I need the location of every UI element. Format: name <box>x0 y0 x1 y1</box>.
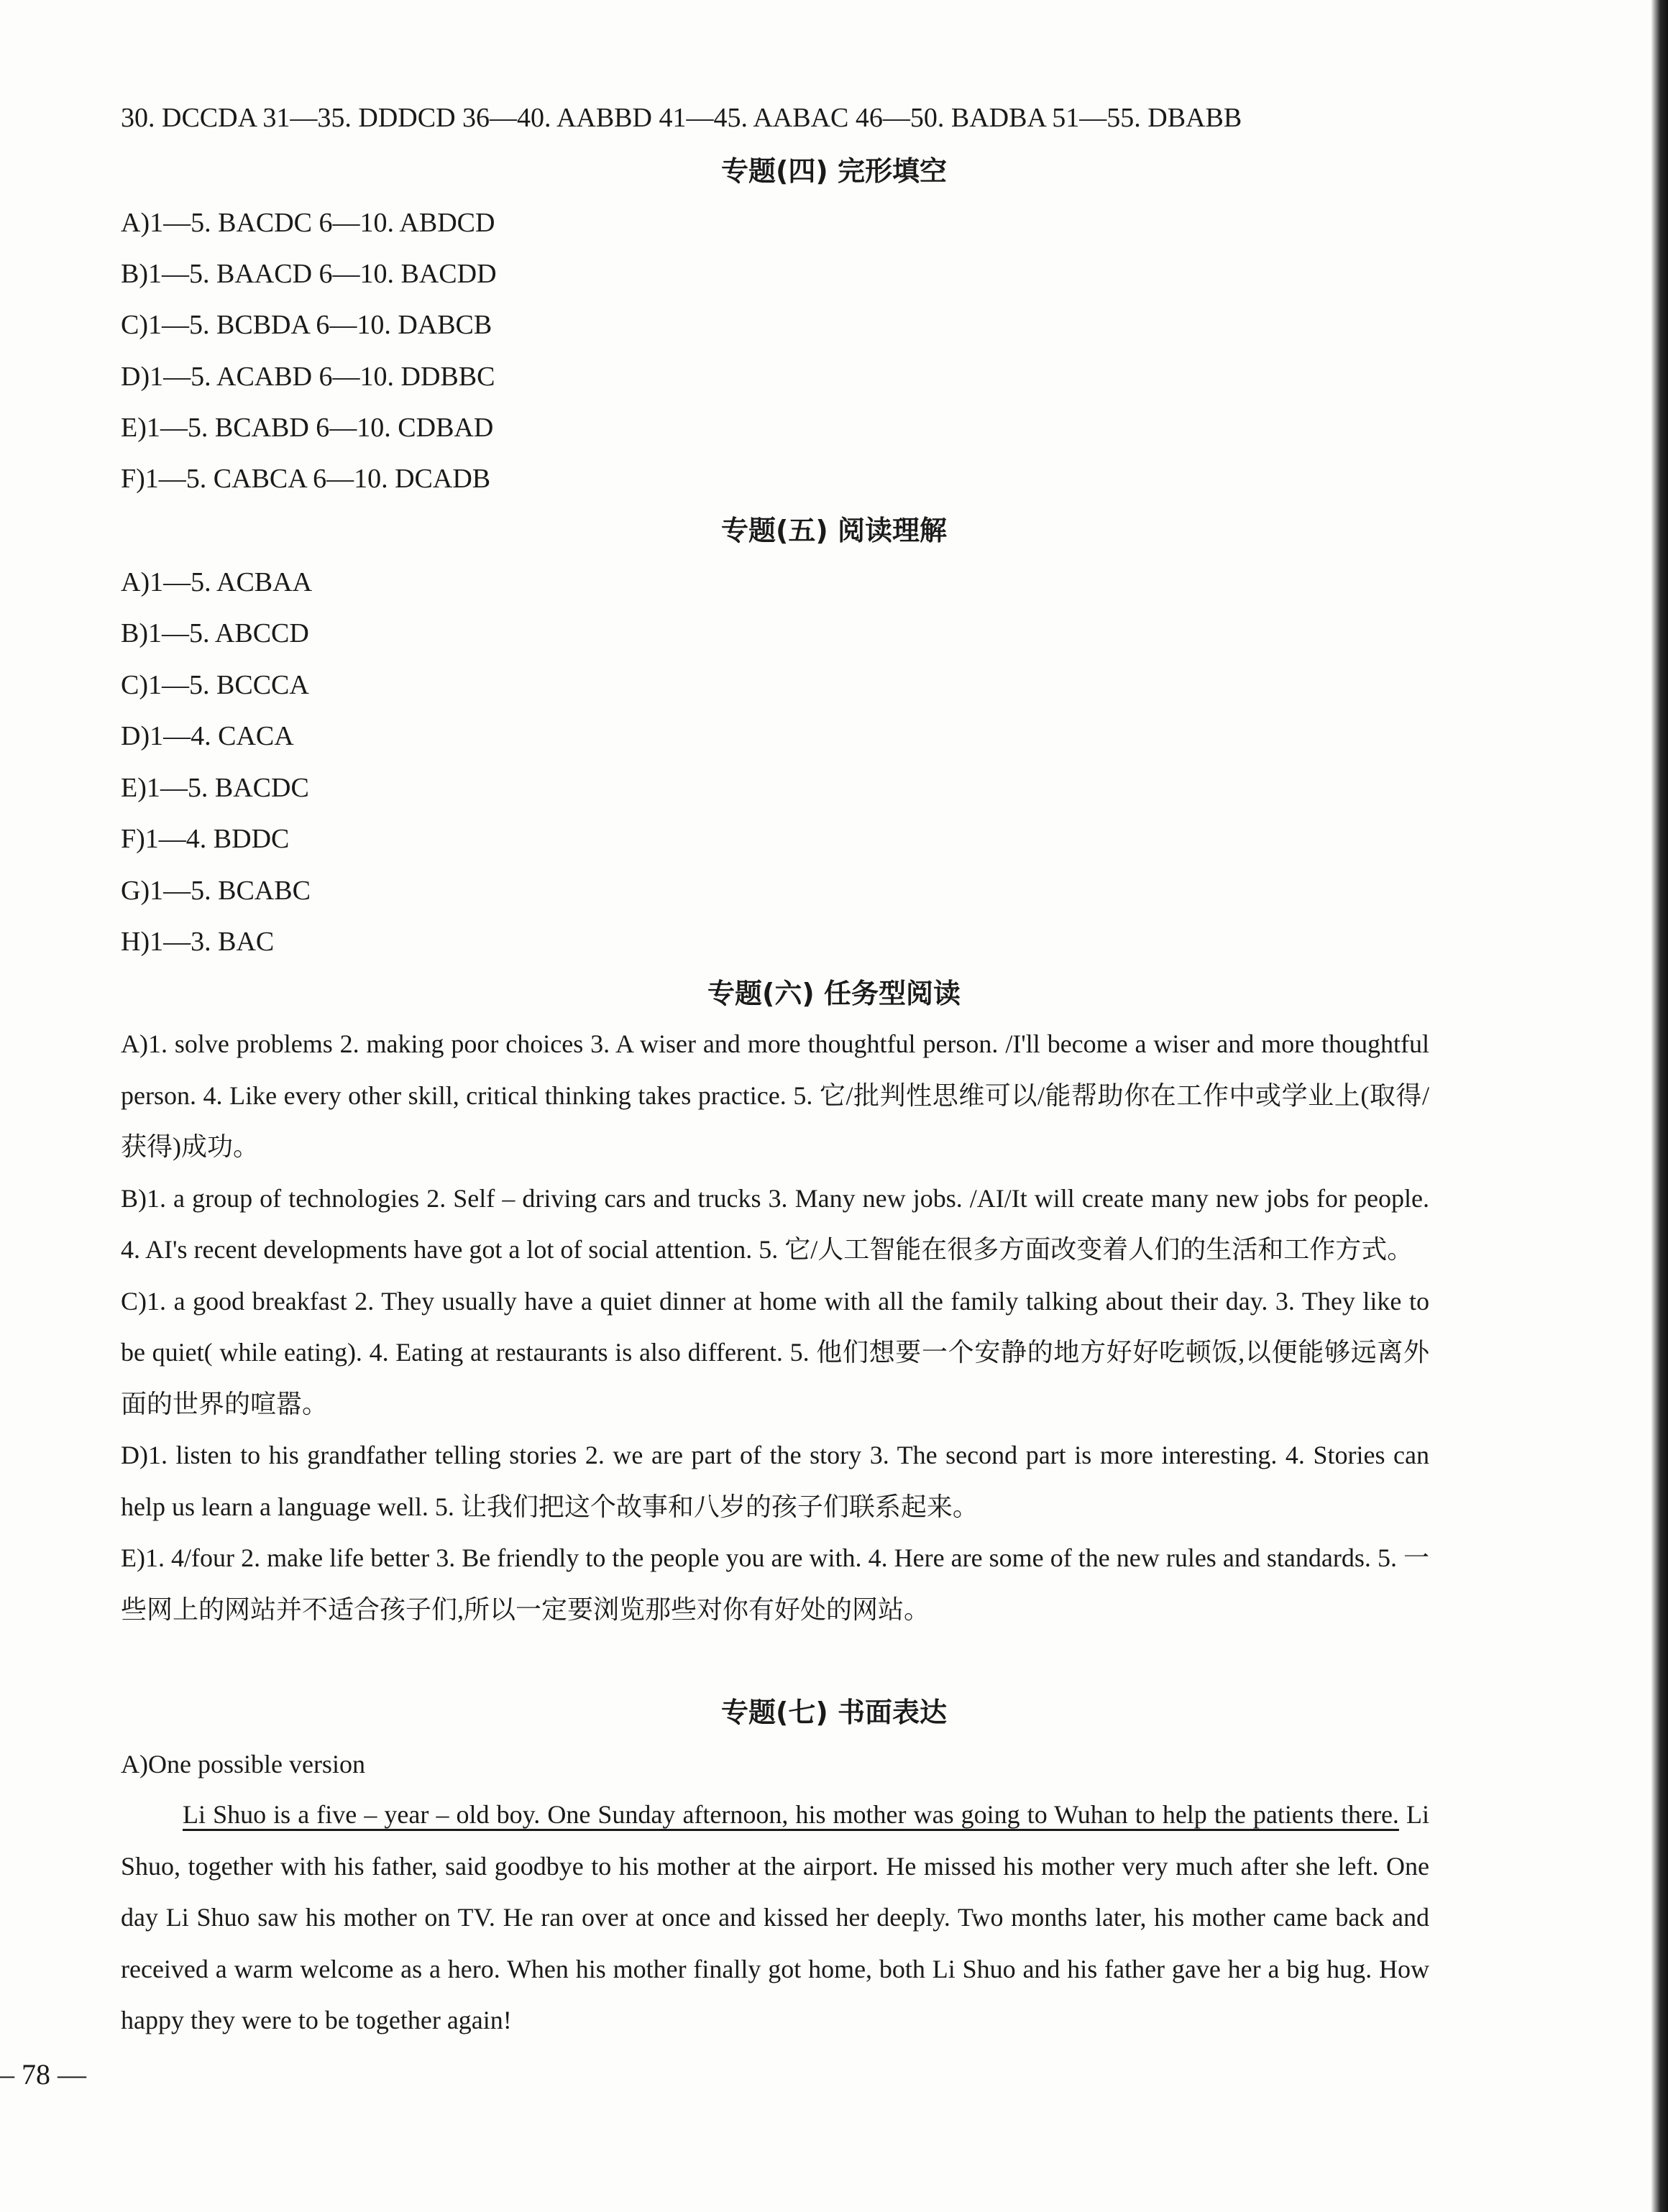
section-6-item-d: D)1. listen to his grandfather telling stories 2. we are part of the story 3. The second part is more interesting. 4. Stories can help us learn a language well. 5. 让我们把这个故事和八岁的孩子们联系起来。 <box>121 1441 1429 1521</box>
section-5-item: A)1—5. ACBAA <box>121 567 313 597</box>
section-7-title: 专题(七) 书面表达 <box>721 1697 947 1728</box>
section-6-title: 专题(六) 任务型阅读 <box>707 978 961 1009</box>
section-4-item: F)1—5. CABCA 6—10. DCADB <box>121 464 491 494</box>
page-edge-shadow <box>1651 0 1668 2212</box>
section-5-item: G)1—5. BCABC <box>121 876 311 906</box>
section-4-item: D)1—5. ACABD 6—10. DDBBC <box>121 362 495 392</box>
section-4-item: E)1—5. BCABD 6—10. CDBAD <box>121 413 494 443</box>
section-5-item: B)1—5. ABCCD <box>121 618 309 648</box>
section-4-title: 专题(四) 完形填空 <box>721 155 947 187</box>
essay-body: Li Shuo, together with his father, said goodbye to his mother at the airport. He missed his mother very much after she left. One day Li Shuo saw his mother on TV. He ran over at once and kissed her deeply. Two months later, his mother came back and received a warm welcome as a hero. When his mother finally got home, both Li Shuo and his father gave her a big hug. How happy they were to be together again! <box>121 1800 1429 2034</box>
section-6-item-a: A)1. solve problems 2. making poor choices 3. A wiser and more thoughtful person. /I'll become a wiser and more thoughtful person. 4. Like every other skill, critical thinking takes practice. 5. 它/批判性思维可以/能帮助你在工作中或学业上(取得/获得)成功。 <box>121 1029 1429 1161</box>
section-5-item: D)1—4. CACA <box>121 721 294 751</box>
section-6-item-c: C)1. a good breakfast 2. They usually have a quiet dinner at home with all the family talking about their day. 3. They like to be quiet( while eating). 4. Eating at restaurants is also different. 5. 他们想要一个安静的地方好好吃顿饭,以便能够远离外面的世界的喧嚣。 <box>121 1286 1429 1418</box>
answer-line-30-55: 30. DCCDA 31—35. DDDCD 36—40. AABBD 41—45. AABAC 46—50. BADBA 51—55. DBABB <box>121 103 1242 133</box>
section-5-title: 专题(五) 阅读理解 <box>721 515 947 546</box>
essay-underlined-sentence: Li Shuo is a five – year – old boy. One Sunday afternoon, his mother was going to Wuhan to help the patients there. <box>183 1800 1399 1829</box>
section-4-item: B)1—5. BAACD 6—10. BACDD <box>121 259 497 289</box>
section-5-item: E)1—5. BACDC <box>121 773 309 803</box>
page-number: – 78 — <box>0 2058 86 2091</box>
section-6-item-b: B)1. a group of technologies 2. Self – driving cars and trucks 3. Many new jobs. /AI/It will create many new jobs for people. 4. AI's recent developments have got a lot of social attention. 5. 它/人工智能在很多方面改变着人们的生活和工作方式。 <box>121 1183 1429 1264</box>
essay-label: A)One possible version <box>121 1750 365 1779</box>
section-5-item: H)1—3. BAC <box>121 927 275 957</box>
section-6-item-e: E)1. 4/four 2. make life better 3. Be friendly to the people you are with. 4. Here are some of the new rules and standards. 5. 一些网上的网站并不适合孩子们,所以一定要浏览那些对你有好处的网站。 <box>121 1543 1429 1624</box>
section-5-item: F)1—4. BDDC <box>121 824 290 854</box>
section-5-item: C)1—5. BCCCA <box>121 670 309 700</box>
section-6-answers <box>121 1019 1429 1635</box>
section-4-item: C)1—5. BCBDA 6—10. DABCB <box>121 310 492 340</box>
section-4-item: A)1—5. BACDC 6—10. ABDCD <box>121 208 495 238</box>
essay-paragraph <box>121 1789 1429 2047</box>
